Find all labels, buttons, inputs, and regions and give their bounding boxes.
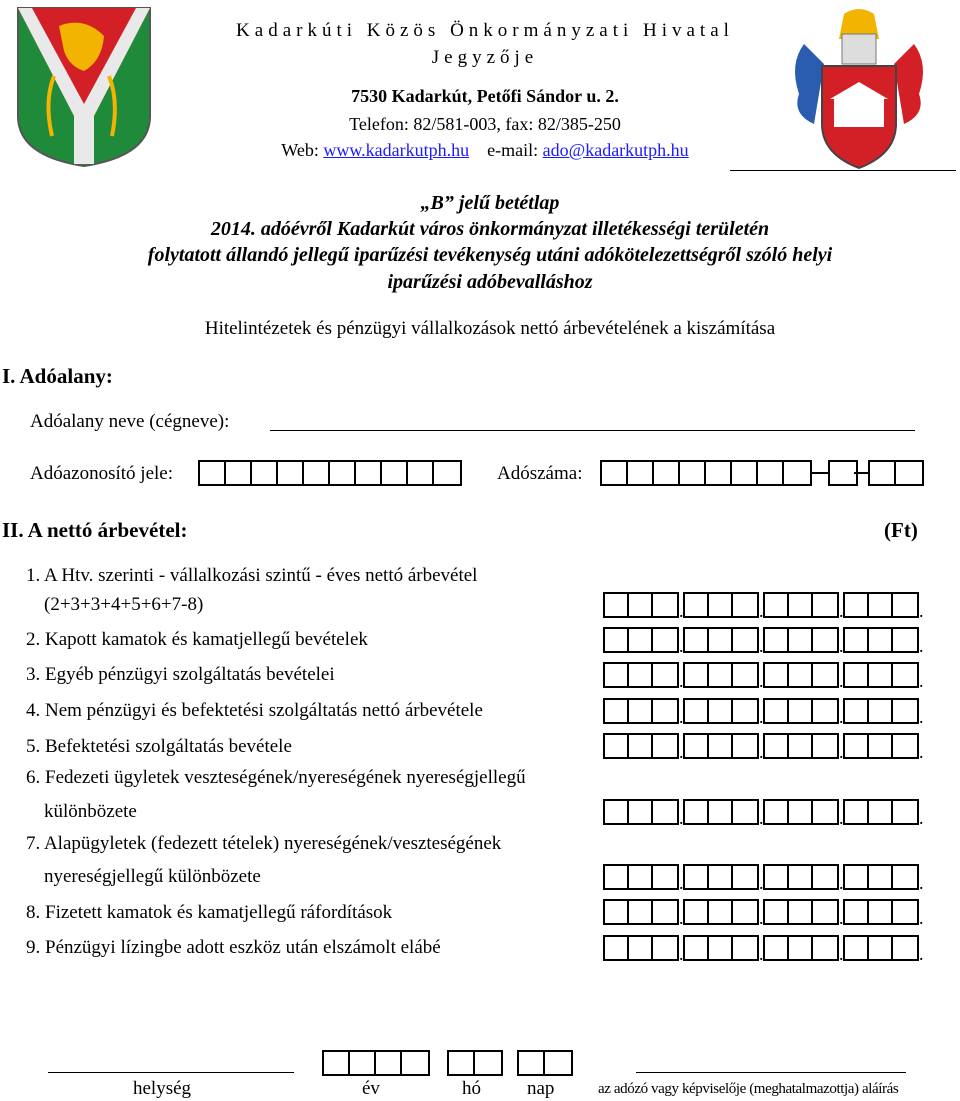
digit-group[interactable] [763, 799, 839, 825]
digit-group[interactable] [763, 627, 839, 653]
thousands-separator: . [759, 908, 764, 928]
item-9-label: 9. Pénzügyi lízingbe adott eszköz után elszámolt elábé [26, 937, 441, 958]
digit-group[interactable] [603, 935, 679, 961]
tax-id-boxes[interactable] [198, 460, 462, 486]
digit-group[interactable] [763, 899, 839, 925]
item-4-label: 4. Nem pénzügyi és befektetési szolgáltatás nettó árbevétele [26, 700, 483, 721]
digit-group[interactable] [763, 935, 839, 961]
dash [810, 472, 828, 474]
thousands-separator: . [839, 671, 844, 691]
thousands-separator: . [839, 944, 844, 964]
email-link[interactable]: ado@kadarkutph.hu [542, 140, 689, 160]
form-title-line4: iparűzési adóbevalláshoz [387, 271, 593, 293]
form-title: „B” jelű betétlap [420, 192, 560, 214]
section-1-heading: I. Adóalany: [2, 364, 113, 388]
email-label: e-mail: [487, 140, 539, 160]
digit-group[interactable] [603, 662, 679, 688]
amount-field-item-7[interactable] [603, 864, 924, 893]
tax-number-label: Adószáma: [497, 463, 583, 484]
digit-group[interactable] [763, 864, 839, 890]
item-7-label-cont: nyereségjellegű különbözete [44, 866, 261, 887]
digit-group[interactable] [603, 733, 679, 759]
currency-label: (Ft) [884, 518, 918, 542]
digit-group[interactable] [843, 733, 919, 759]
digit-group[interactable] [843, 662, 919, 688]
web-label: Web: [281, 140, 319, 160]
place-line[interactable] [48, 1072, 294, 1073]
digit-group[interactable] [843, 899, 919, 925]
digit-group[interactable] [763, 698, 839, 724]
thousands-separator: . [679, 944, 684, 964]
place-label: helység [133, 1078, 192, 1099]
thousands-separator: . [919, 671, 924, 691]
day-boxes[interactable] [517, 1050, 573, 1076]
item-2-label: 2. Kapott kamatok és kamatjellegű bevételek [26, 629, 368, 650]
thousands-separator: . [679, 908, 684, 928]
thousands-separator: . [919, 908, 924, 928]
amount-field-item-8[interactable] [603, 899, 924, 928]
digit-group[interactable] [843, 627, 919, 653]
digit-group[interactable] [683, 698, 759, 724]
thousands-separator: . [919, 808, 924, 828]
amount-field-item-5[interactable] [603, 733, 924, 762]
thousands-separator: . [919, 707, 924, 727]
thousands-separator: . [919, 601, 924, 621]
thousands-separator: . [759, 944, 764, 964]
digit-group[interactable] [763, 592, 839, 618]
thousands-separator: . [839, 707, 844, 727]
phone-fax: Telefon: 82/581-003, fax: 82/385-250 [349, 114, 621, 134]
contact-line [160, 140, 810, 161]
kadarkut-coat-of-arms-left [14, 6, 154, 168]
digit-group[interactable] [683, 627, 759, 653]
digit-group[interactable] [843, 935, 919, 961]
form-subtitle: Hitelintézetek és pénzügyi vállalkozások nettó árbevételének a kiszámítása [204, 318, 776, 339]
item-6-label-cont: különbözete [44, 801, 137, 822]
item-6-label: 6. Fedezeti ügyletek veszteségének/nyereségének nyereségjellegű [26, 767, 526, 788]
taxpayer-name-field[interactable] [270, 430, 915, 431]
thousands-separator: . [679, 707, 684, 727]
digit-group[interactable] [683, 899, 759, 925]
year-label: év [362, 1078, 380, 1099]
month-label: hó [462, 1078, 481, 1099]
website-link[interactable]: www.kadarkutph.hu [323, 140, 470, 160]
thousands-separator: . [679, 601, 684, 621]
organization-name: Kadarkúti Közös Önkormányzati Hivatal [236, 20, 734, 41]
address: 7530 Kadarkút, Petőfi Sándor u. 2. [351, 86, 619, 106]
digit-group[interactable] [763, 662, 839, 688]
section-2-heading: II. A nettó árbevétel: [2, 518, 188, 542]
thousands-separator: . [679, 808, 684, 828]
form-title-line2: 2014. adóévről Kadarkút város önkormányzat illetékességi területén [210, 218, 770, 240]
thousands-separator: . [679, 742, 684, 762]
thousands-separator: . [839, 742, 844, 762]
digit-group[interactable] [683, 864, 759, 890]
amount-field-item-4[interactable] [603, 698, 924, 727]
digit-group[interactable] [683, 733, 759, 759]
thousands-separator: . [759, 742, 764, 762]
digit-group[interactable] [603, 864, 679, 890]
header-rule [730, 170, 956, 171]
digit-group[interactable] [603, 899, 679, 925]
thousands-separator: . [759, 671, 764, 691]
digit-group[interactable] [603, 698, 679, 724]
thousands-separator: . [679, 671, 684, 691]
item-1-formula: (2+3+3+4+5+6+7-8) [44, 594, 204, 615]
thousands-separator: . [839, 873, 844, 893]
year-boxes[interactable] [322, 1050, 430, 1076]
amount-field-item-6[interactable] [603, 799, 924, 828]
digit-group[interactable] [683, 592, 759, 618]
thousands-separator: . [679, 636, 684, 656]
thousands-separator: . [839, 908, 844, 928]
thousands-separator: . [759, 707, 764, 727]
thousands-separator: . [839, 601, 844, 621]
digit-group[interactable] [683, 799, 759, 825]
digit-group[interactable] [843, 592, 919, 618]
item-5-label: 5. Befektetési szolgáltatás bevétele [26, 736, 292, 757]
organization-subtitle: Jegyzője [431, 47, 539, 68]
digit-group[interactable] [843, 864, 919, 890]
thousands-separator: . [759, 808, 764, 828]
thousands-separator: . [759, 601, 764, 621]
tax-id-label: Adóazonosító jele: [30, 463, 173, 484]
digit-group[interactable] [843, 799, 919, 825]
tax-number-county-boxes[interactable] [868, 460, 924, 486]
thousands-separator: . [919, 742, 924, 762]
thousands-separator: . [919, 636, 924, 656]
thousands-separator: . [759, 873, 764, 893]
form-title-line3: folytatott állandó jellegű iparűzési tevékenység utáni adókötelezettségről szóló helyi [147, 244, 833, 266]
signature-line[interactable] [636, 1072, 906, 1073]
signature-label: az adózó vagy képviselője (meghatalmazottja) aláírás [598, 1081, 899, 1097]
thousands-separator: . [839, 636, 844, 656]
day-label: nap [527, 1078, 555, 1099]
tax-number-main-boxes[interactable] [600, 460, 812, 486]
item-7-label: 7. Alapügyletek (fedezett tételek) nyereségének/veszteségének [26, 833, 502, 854]
month-boxes[interactable] [447, 1050, 503, 1076]
item-3-label: 3. Egyéb pénzügyi szolgáltatás bevételei [26, 664, 335, 685]
thousands-separator: . [839, 808, 844, 828]
digit-group[interactable] [603, 627, 679, 653]
digit-group[interactable] [843, 698, 919, 724]
item-8-label: 8. Fizetett kamatok és kamatjellegű ráfordítások [26, 902, 393, 923]
digit-group[interactable] [603, 799, 679, 825]
taxpayer-name-label: Adóalany neve (cégneve): [30, 411, 230, 432]
dash [854, 472, 868, 474]
amount-field-item-3[interactable] [603, 662, 924, 691]
amount-field-item-1[interactable] [603, 592, 924, 621]
digit-group[interactable] [603, 592, 679, 618]
thousands-separator: . [759, 636, 764, 656]
digit-group[interactable] [683, 935, 759, 961]
digit-group[interactable] [683, 662, 759, 688]
thousands-separator: . [919, 944, 924, 964]
amount-field-item-9[interactable] [603, 935, 924, 964]
thousands-separator: . [919, 873, 924, 893]
item-1-label: 1. A Htv. szerinti - vállalkozási szintű - éves nettó árbevétel [26, 565, 478, 586]
digit-group[interactable] [763, 733, 839, 759]
thousands-separator: . [679, 873, 684, 893]
amount-field-item-2[interactable] [603, 627, 924, 656]
